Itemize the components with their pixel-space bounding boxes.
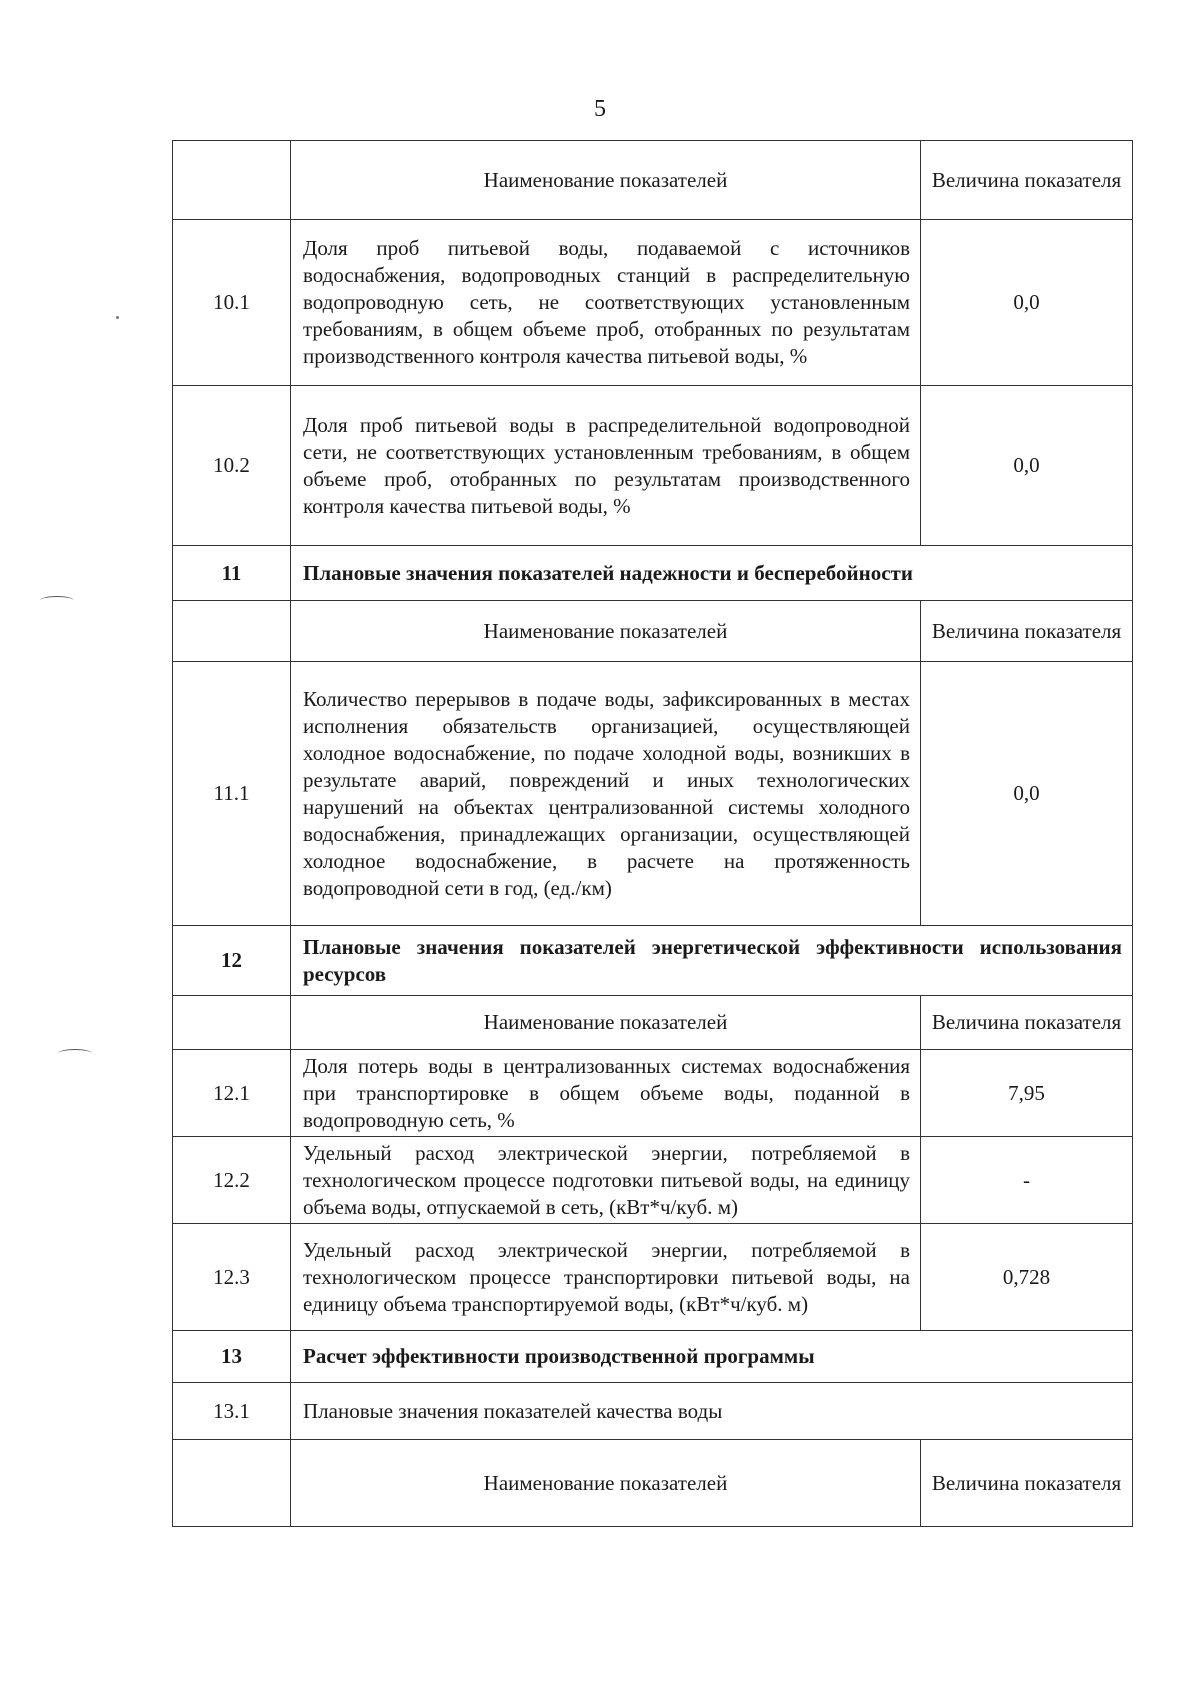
row-number: 12.3 bbox=[173, 1224, 291, 1331]
table-row bbox=[173, 1050, 1133, 1137]
row-description: Доля проб питьевой воды, подаваемой с источников водоснабжения, водопроводных станций в распределительную водопроводную сеть, не соответствующих установленным требованиям, в общем объеме проб, отобранных по результатам производственного контроля качества питьевой воды, % bbox=[291, 220, 921, 386]
indicators-table bbox=[172, 140, 1133, 1527]
row-description: Удельный расход электрической энергии, потребляемой в технологическом процессе транспортировки питьевой воды, на единицу объема транспортируемой воды, (кВт*ч/куб. м) bbox=[291, 1224, 921, 1331]
table-row bbox=[173, 1383, 1133, 1440]
header-row bbox=[173, 1440, 1133, 1527]
row-number: 11.1 bbox=[173, 662, 291, 926]
scan-mark bbox=[58, 1049, 92, 1058]
scan-mark bbox=[40, 596, 74, 605]
row-description: Доля потерь воды в централизованных системах водоснабжения при транспортировке в общем объеме воды, поданной в водопроводную сеть, % bbox=[291, 1050, 921, 1137]
number-header-cell bbox=[173, 996, 291, 1050]
row-description: Доля проб питьевой воды в распределительной водопроводной сети, не соответствующих установленным требованиям, в общем объеме проб, отобранных по результатам производственного контроля качества питьевой воды, % bbox=[291, 386, 921, 546]
section-row bbox=[173, 926, 1133, 996]
row-number: 13.1 bbox=[173, 1383, 291, 1440]
scan-dot bbox=[116, 316, 119, 319]
section-row bbox=[173, 546, 1133, 601]
table-row bbox=[173, 1137, 1133, 1224]
name-header: Наименование показателей bbox=[291, 141, 921, 220]
name-header: Наименование показателей bbox=[291, 601, 921, 662]
row-value: 0,0 bbox=[921, 386, 1133, 546]
row-value: 7,95 bbox=[921, 1050, 1133, 1137]
row-value: 0,728 bbox=[921, 1224, 1133, 1331]
section-title: Расчет эффективности производственной программы bbox=[291, 1331, 1133, 1383]
section-number: 11 bbox=[173, 546, 291, 601]
number-header-cell bbox=[173, 141, 291, 220]
page-number: 5 bbox=[594, 96, 606, 122]
table-row bbox=[173, 1224, 1133, 1331]
section-title: Плановые значения показателей энергетической эффективности использования ресурсов bbox=[291, 926, 1133, 996]
table-row bbox=[173, 662, 1133, 926]
header-row bbox=[173, 141, 1133, 220]
name-header: Наименование показателей bbox=[291, 1440, 921, 1527]
header-row bbox=[173, 996, 1133, 1050]
row-number: 10.1 bbox=[173, 220, 291, 386]
section-row bbox=[173, 1331, 1133, 1383]
row-number: 12.2 bbox=[173, 1137, 291, 1224]
header-row bbox=[173, 601, 1133, 662]
section-number: 13 bbox=[173, 1331, 291, 1383]
value-header: Величина показателя bbox=[921, 996, 1133, 1050]
name-header: Наименование показателей bbox=[291, 996, 921, 1050]
row-value: 0,0 bbox=[921, 662, 1133, 926]
value-header: Величина показателя bbox=[921, 601, 1133, 662]
table-row bbox=[173, 220, 1133, 386]
section-title: Плановые значения показателей надежности и бесперебойности bbox=[291, 546, 1133, 601]
row-description: Количество перерывов в подаче воды, зафиксированных в местах исполнения обязательств организацией, осуществляющей холодное водоснабжение, по подаче холодной воды, возникших в результате аварий, повреждений и иных технологических нарушений на объектах централизованной системы холодного водоснабжения, принадлежащих организации, осуществляющей холодное водоснабжение, в расчете на протяженность водопроводной сети в год, (ед./км) bbox=[291, 662, 921, 926]
row-value: 0,0 bbox=[921, 220, 1133, 386]
row-number: 12.1 bbox=[173, 1050, 291, 1137]
row-value: - bbox=[921, 1137, 1133, 1224]
value-header: Величина показателя bbox=[921, 141, 1133, 220]
number-header-cell bbox=[173, 601, 291, 662]
row-description: Плановые значения показателей качества воды bbox=[291, 1383, 1133, 1440]
row-number: 10.2 bbox=[173, 386, 291, 546]
table-row bbox=[173, 386, 1133, 546]
section-number: 12 bbox=[173, 926, 291, 996]
row-description: Удельный расход электрической энергии, потребляемой в технологическом процессе подготовки питьевой воды, на единицу объема воды, отпускаемой в сеть, (кВт*ч/куб. м) bbox=[291, 1137, 921, 1224]
value-header: Величина показателя bbox=[921, 1440, 1133, 1527]
number-header-cell bbox=[173, 1440, 291, 1527]
